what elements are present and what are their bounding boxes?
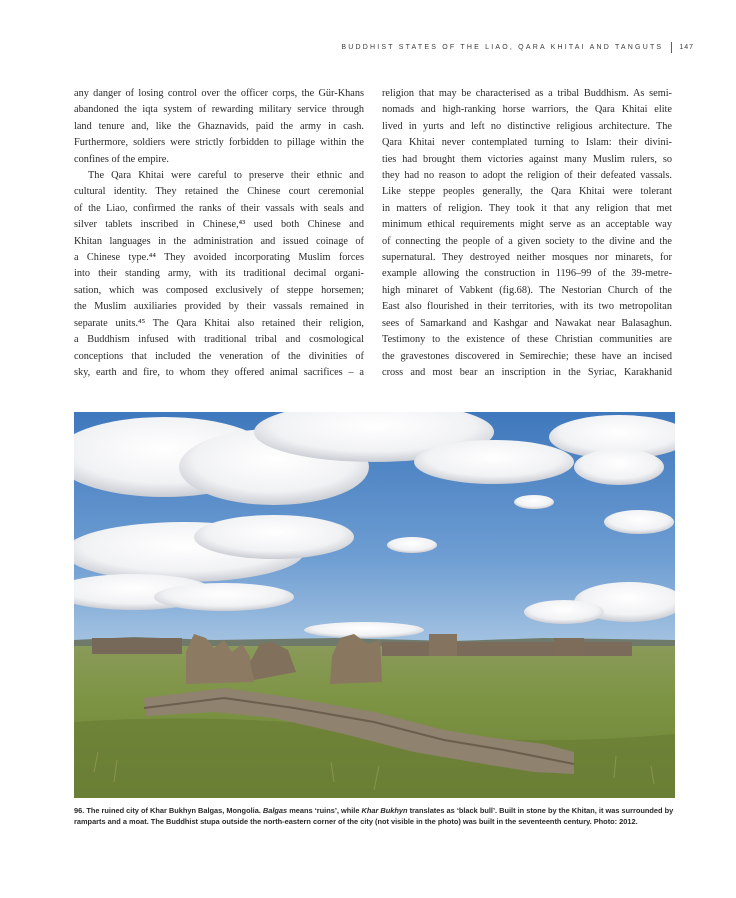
text-line: Khitan languages in the administration and issued coinage of (74, 235, 364, 247)
running-head-title: BUDDHIST STATES OF THE LIAO, QARA KHITAI AND TANGUTS (341, 43, 664, 51)
running-head (341, 41, 694, 53)
text-line: of the Liao, confirmed the ranks of their vassals with seals and (74, 202, 364, 214)
figure-number: 96. (74, 806, 85, 815)
text-line: East also flourished in their territories, with its two metropolitan (382, 301, 672, 313)
text-line: into their standing army, with its traditional decimal organi- (74, 268, 364, 280)
text-line: ties had brought them victories against many Muslim rulers, so (382, 153, 672, 165)
text-line: abandoned the iqta system of rewarding military service through (74, 104, 364, 116)
caption-italic-term: Balgas (262, 806, 288, 815)
text-line: cross and most bear an inscription in the Syriac, Karakhanid (382, 366, 672, 378)
text-line: they had no reason to adopt the religion of their defeated vassals. (382, 170, 672, 182)
text-line: sation, which was composed exclusively of steppe horsemen; (74, 284, 364, 296)
text-line: supernatural. They destroyed neither mosques nor minarets, for (382, 252, 672, 264)
caption-text: The ruined city of Khar Bukhyn Balgas, Mongolia. (84, 806, 263, 815)
text-line: conceptions that included the veneration of the divinities of (74, 350, 364, 362)
text-line: silver tablets inscribed in Chinese,⁴³ used both Chinese and (74, 219, 364, 231)
text-line: Testimony to the existence of these Christian communities are (382, 334, 672, 346)
caption-text: translates as ‘black bull’. Built in stone by the Khitan, it was surrounded by ramparts and a moat. The Buddhist stupa outside the north-eastern corner of the city (not visible in the photo) was built in the seventeenth century. Photo: 2012. (74, 806, 674, 827)
paragraph (382, 86, 672, 381)
text-line: sees of Samarkand and Kashgar and Nawakat near Balasaghun. (382, 317, 672, 329)
body-text-right-column (382, 86, 672, 381)
ruins-photograph (74, 412, 675, 798)
text-line: in matters of religion. They took it that any religion that met (382, 202, 672, 214)
text-line: nomads and high-ranking horse warriors, the Qara Khitai elite (382, 104, 672, 116)
text-line: The Qara Khitai were careful to preserve their ethnic and (88, 170, 364, 182)
text-line: a Chinese type.⁴⁴ They avoided incorporating Muslim forces (74, 252, 364, 264)
text-line: confines of the empire. (74, 153, 169, 165)
running-head-divider (671, 42, 672, 53)
text-line: separate units.⁴⁵ The Qara Khitai also retained their religion, (74, 317, 364, 329)
text-line: the gravestones discovered in Semirechie; these have an incised (382, 350, 672, 362)
body-text-left-column (74, 86, 364, 381)
text-line: of connecting the people of a given society to the divine and the (382, 235, 672, 247)
text-line: a Buddhism infused with traditional tribal and cosmological (74, 334, 364, 346)
text-line: high minaret of Vabkent (fig.68). The Nestorian Church of the (382, 284, 672, 296)
text-line: any danger of losing control over the officer corps, the Gür-Khans (74, 88, 364, 99)
text-line: religion that may be characterised as a tribal Buddhism. As semi- (382, 88, 672, 99)
text-line: Like steppe peoples generally, the Qara Khitai were tolerant (382, 186, 672, 198)
caption-text: means ‘ruins’, while (287, 806, 362, 815)
text-line: the Muslim auxiliaries provided by their vassals remained in (74, 301, 364, 313)
text-line: lived in yurts and left no distinctive religious architecture. The (382, 120, 672, 132)
page-number: 147 (679, 43, 694, 51)
text-line: Furthermore, soldiers were strictly forbidden to pillage within the (74, 137, 364, 149)
text-line: minimum ethical requirements might serve as an acceptable way (382, 219, 672, 231)
text-line: example allowing the construction in 1196–99 of the 39-metre- (382, 268, 672, 280)
paragraph (74, 86, 364, 168)
text-line: Qara Khitai never contemplated turning to Islam: their divini- (382, 137, 672, 149)
text-line: cultural identity. They retained the Chinese court ceremonial (74, 186, 364, 198)
photo-caption (74, 805, 678, 828)
text-line: land tenure and, like the Ghaznavids, paid the army in cash. (74, 120, 364, 132)
caption-italic-term: Khar Bukhyn (361, 806, 408, 815)
text-line: sky, earth and fire, to whom they offered animal sacrifices – a (74, 366, 364, 378)
paragraph (74, 168, 364, 381)
